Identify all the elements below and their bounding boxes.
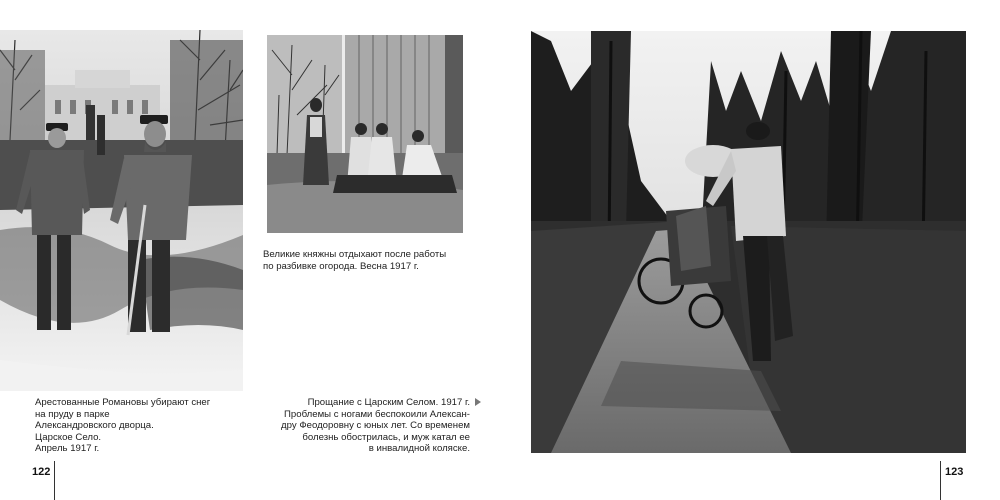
caption-line: Арестованные Романовы убирают снег (35, 397, 211, 408)
caption-line: Прощание с Царским Селом. 1917 г. (307, 397, 470, 408)
caption-line: Проблемы с ногами беспокоили Алексан- (284, 408, 470, 420)
photo-grand-duchesses (267, 35, 463, 233)
caption-snow (35, 397, 210, 455)
caption-line: Апрель 1917 г. (35, 443, 100, 455)
right-arrow-icon (475, 398, 481, 406)
caption-line: Александровского дворца. (35, 420, 154, 432)
photo-wheelchair-park (531, 31, 966, 453)
caption-line: дру Феодоровну с юных лет. Со временем (281, 420, 470, 432)
caption-line: Царское Село. (35, 431, 102, 443)
page-number-right: 123 (945, 466, 964, 478)
page-number-left: 122 (32, 466, 51, 478)
caption-rest (263, 249, 446, 272)
caption-line: на пруду в парке (35, 408, 110, 420)
photo-romanovs-snow (0, 30, 243, 391)
folio-rule-right (940, 461, 941, 500)
caption-line: Великие княжны отдыхают после работы (263, 249, 447, 260)
caption-farewell (263, 397, 470, 455)
caption-line: по разбивке огорода. Весна 1917 г. (263, 260, 419, 272)
caption-line: в инвалидной коляске. (368, 443, 470, 455)
folio-rule-left (54, 461, 55, 500)
caption-line: болезнь обострилась, и муж катал ее (302, 431, 470, 443)
